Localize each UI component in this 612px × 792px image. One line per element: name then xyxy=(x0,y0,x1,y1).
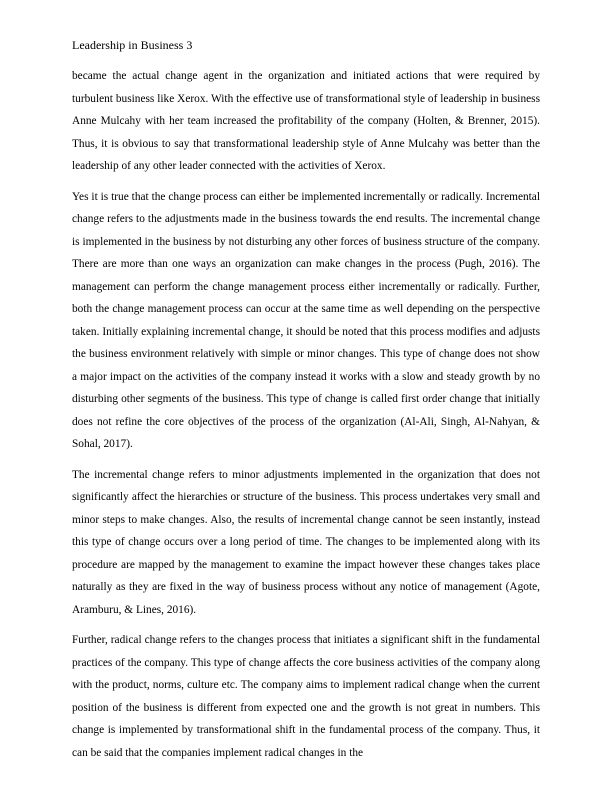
paragraph-4: Further, radical change refers to the changes process that initiates a significant shift in the fundamental practices of the company. This type of change affects the core business activities of the company along with the product, norms, culture etc. The company aims to implement radical change when the current position of the business is different from expected one and the growth is not great in numbers. This change is implemented by transformational shift in the fundamental process of the company. Thus, it can be said that the companies implement radical changes in the xyxy=(72,634,540,759)
running-head: Leadership in Business 3 xyxy=(72,38,193,52)
paragraph-3: The incremental change refers to minor adjustments implemented in the organization that does not significantly affect the hierarchies or structure of the business. This process undertakes very small and minor steps to make changes. Also, the results of incremental change cannot be seen instantly, instead this type of change occurs over a long period of time. The changes to be implemented along with its procedure are mapped by the management to examine the impact however these changes takes place naturally as they are fixed in the way of business process without any notice of management (Agote, Aramburu, & Lines, 2016). xyxy=(72,468,540,616)
paragraph-2: Yes it is true that the change process can either be implemented incrementally or radically. Incremental change refers to the adjustments made in the business towards the end results. The incremental change is implemented in the business by not disturbing any other forces of business structure of the company. There are more than one ways an organization can make changes in the process (Pugh, 2016). The management can perform the change management process either incrementally or radically. Further, both the change management process can occur at the same time as well depending on the perspective taken. Initially explaining incremental change, it should be noted that this process modifies and adjusts the business environment relatively with simple or minor changes. This type of change does not show a major impact on the activities of the company instead it works with a slow and steady growth by no disturbing other segments of the business. This type of change is called first order change that initially does not refine the core objectives of the process of the organization (Al-Ali, Singh, Al-Nahyan, & Sohal, 2017). xyxy=(72,190,540,450)
body-text xyxy=(72,65,540,772)
paragraph-1: became the actual change agent in the organization and initiated actions that were required by turbulent business like Xerox. With the effective use of transformational style of leadership in business Anne Mulcahy with her team increased the profitability of the company (Holten, & Brenner, 2015). Thus, it is obvious to say that transformational leadership style of Anne Mulcahy was better than the leadership of any other leader connected with the activities of Xerox. xyxy=(72,70,540,172)
